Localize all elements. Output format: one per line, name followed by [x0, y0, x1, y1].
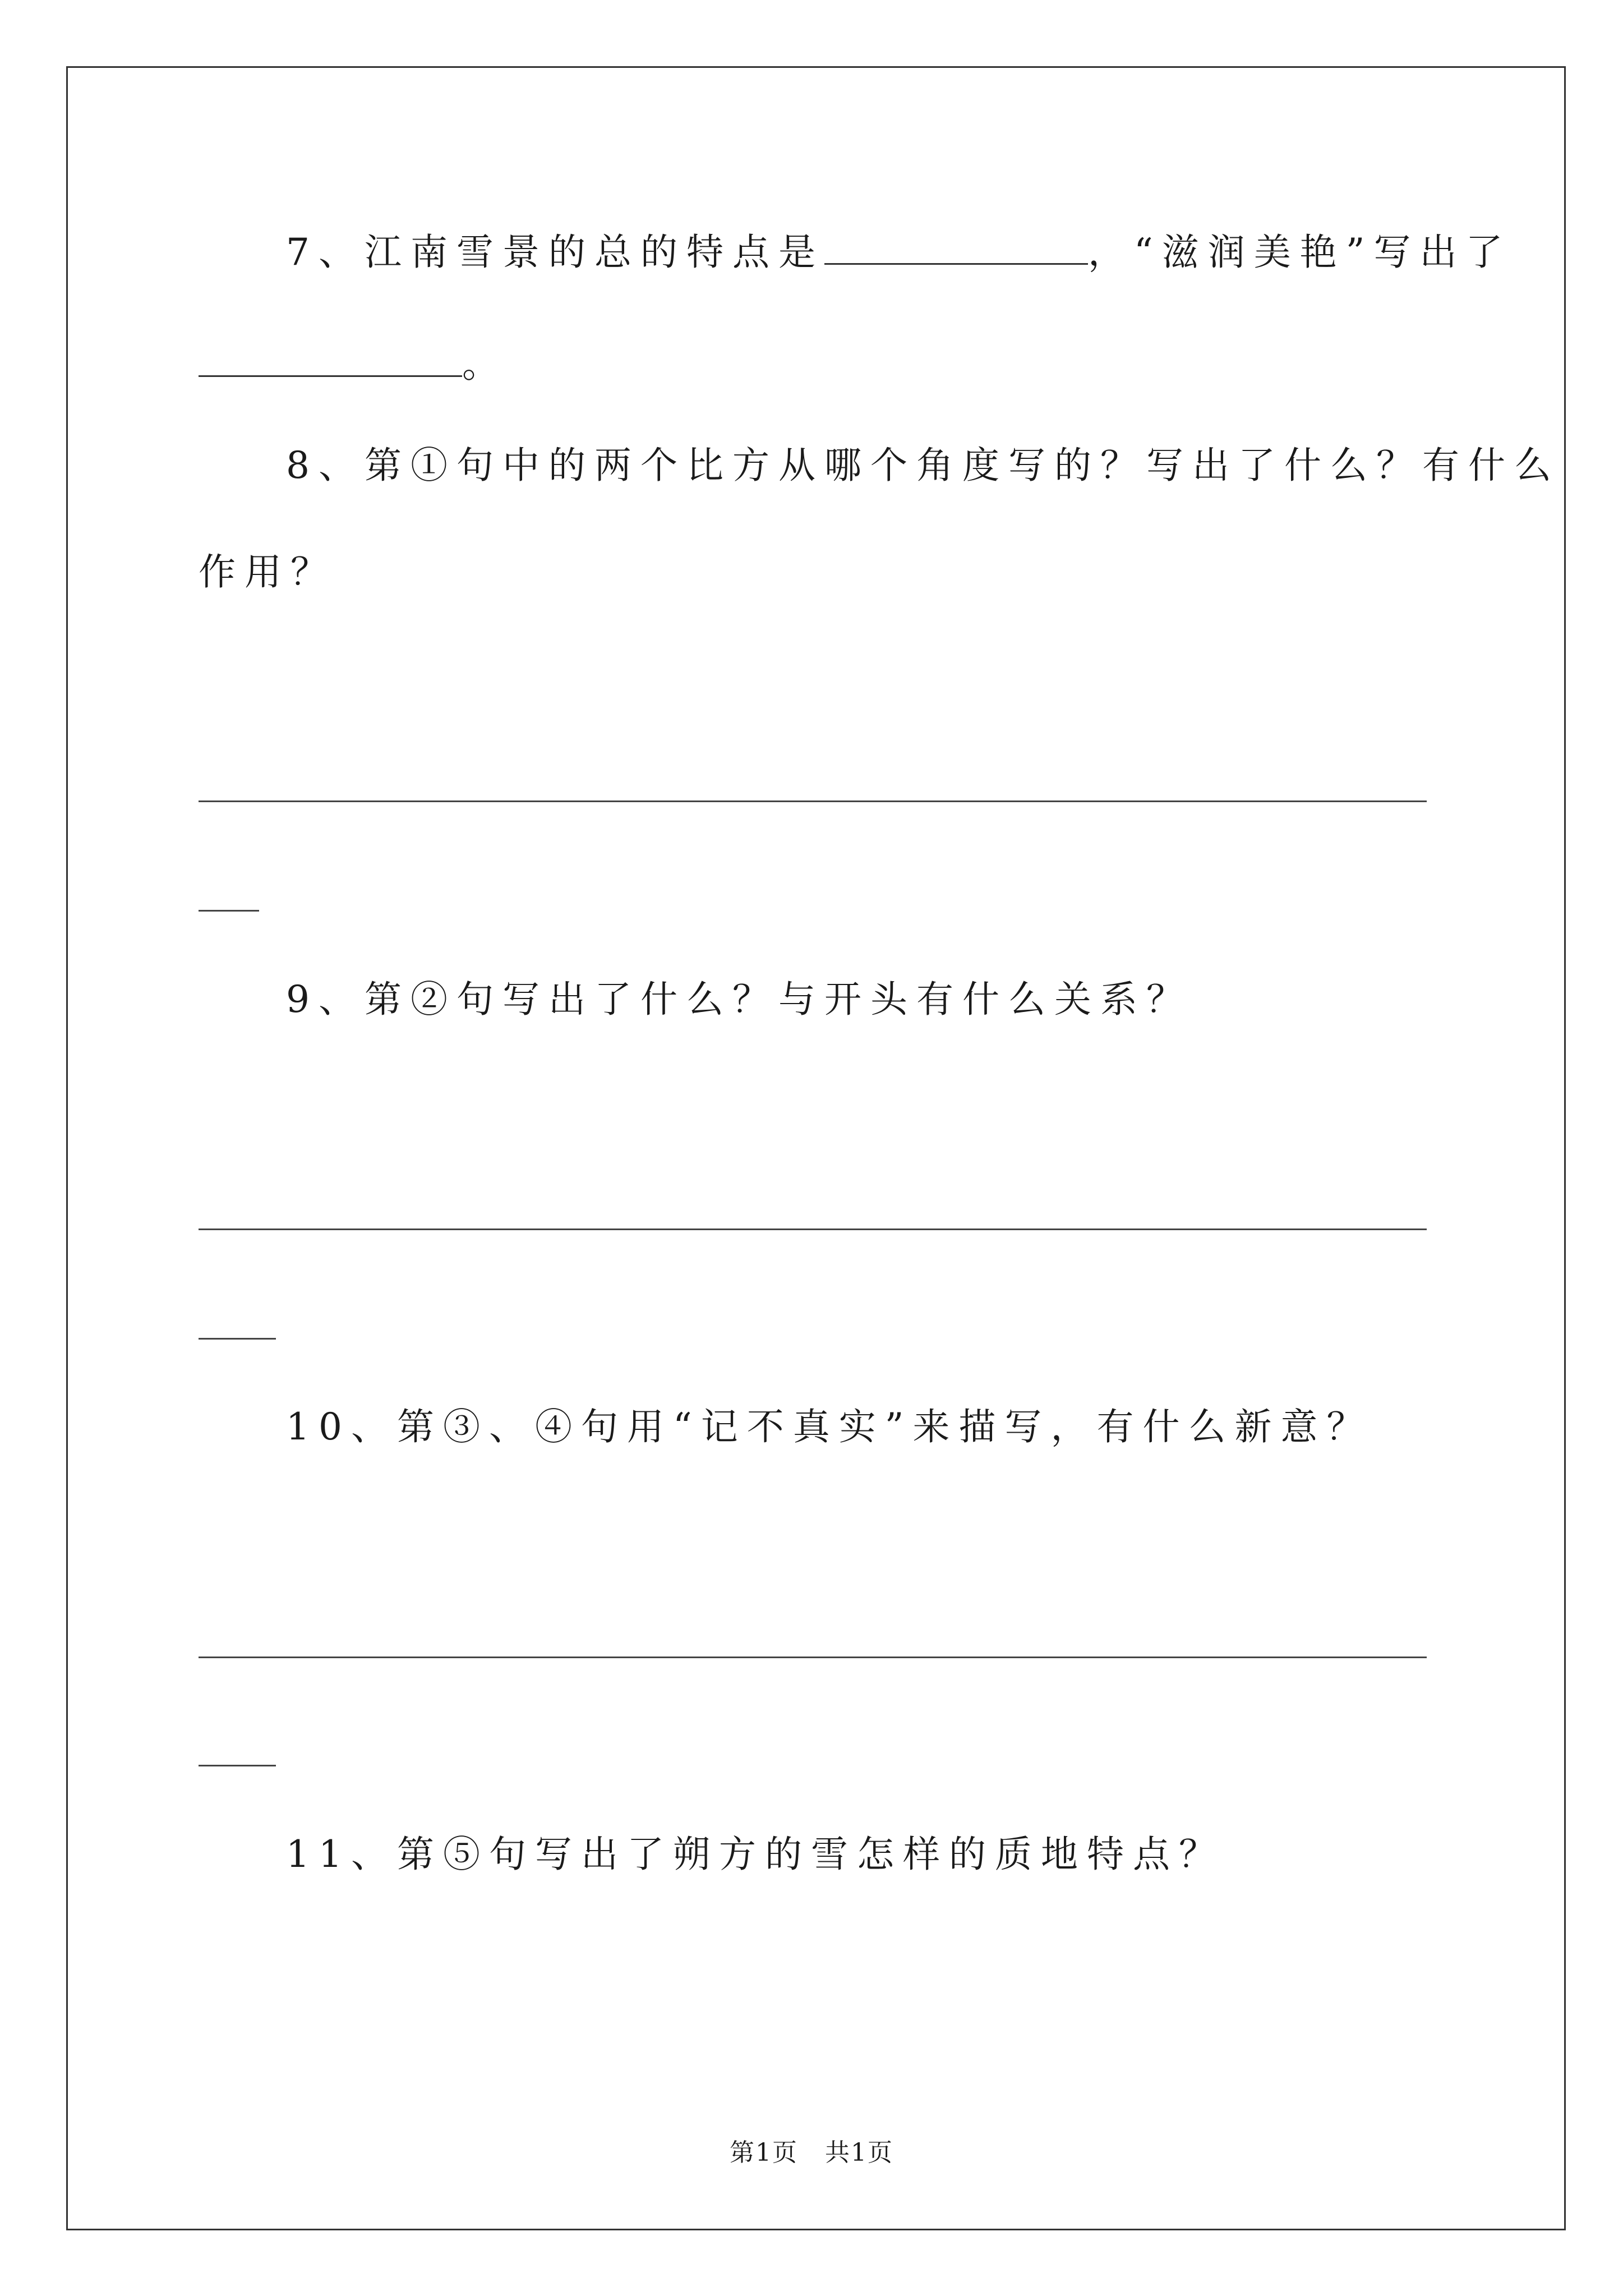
question-7-blank-1[interactable]	[824, 232, 1088, 265]
question-10-answer-line-tail[interactable]	[199, 1765, 276, 1766]
page-border	[66, 66, 1566, 2230]
question-11-line	[286, 1832, 1225, 1877]
question-8-line-2	[199, 550, 336, 595]
question-7-line-1	[286, 230, 1511, 275]
question-8-line-1	[286, 443, 1560, 488]
question-9-line	[286, 977, 1192, 1022]
question-8-answer-line-tail[interactable]	[199, 910, 259, 912]
question-10-answer-line[interactable]	[199, 1657, 1427, 1658]
question-7-end: 。	[462, 343, 508, 386]
question-9-answer-line[interactable]	[199, 1228, 1427, 1230]
question-7-prefix: 7、江南雪景的总的特点是	[286, 231, 824, 274]
question-10-text: 10、第③、④句用“记不真实”来描写，有什么新意？	[286, 1405, 1373, 1448]
question-10-line	[286, 1405, 1372, 1450]
question-9-answer-line-tail[interactable]	[199, 1338, 276, 1340]
question-7-line-2	[199, 342, 508, 387]
question-8-text-cont: 作用？	[199, 550, 336, 593]
question-7-middle: ，“滋润美艳”写出了	[1088, 231, 1512, 274]
page-number-footer: 第1页 共1页	[730, 2138, 893, 2167]
question-7-blank-2[interactable]	[199, 344, 462, 377]
question-8-answer-line[interactable]	[199, 800, 1427, 802]
question-11-text: 11、第⑤句写出了朔方的雪怎样的质地特点？	[286, 1833, 1225, 1876]
question-9-text: 9、第②句写出了什么？与开头有什么关系？	[286, 978, 1192, 1021]
question-8-text: 8、第①句中的两个比方从哪个角度写的？写出了什么？有什么	[286, 444, 1560, 487]
